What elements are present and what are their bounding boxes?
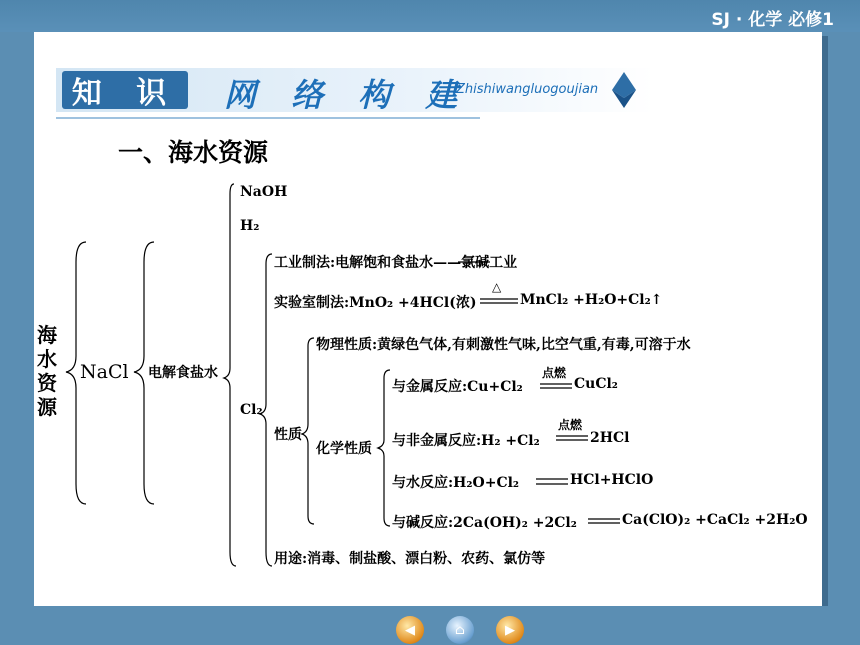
uses-node: 用途:消毒、制盐酸、漂白粉、农药、氯仿等 — [274, 551, 546, 567]
lab-method-right: MnCl₂ +H₂O+Cl₂↑ — [520, 292, 663, 308]
banner-title: 网 络 构 建 — [224, 76, 470, 114]
reaction-metal-left: 与金属反应:Cu+Cl₂ — [392, 379, 523, 395]
next-button[interactable] — [496, 616, 524, 644]
home-icon: ⌂ — [455, 622, 465, 638]
badge-label: 知 识 — [71, 76, 179, 111]
prev-icon: ◀ — [405, 622, 415, 638]
lab-method-left: 实验室制法:MnO₂ +4HCl(浓) — [274, 295, 477, 311]
next-icon: ▶ — [505, 622, 515, 638]
section-title: 一、海水资源 — [118, 138, 269, 167]
root-char: 资 — [37, 371, 57, 395]
nacl-node: NaCl — [80, 361, 129, 383]
industrial-method: 工业制法:电解饱和食盐水——氯碱工业 — [274, 255, 518, 271]
reaction-water-left: 与水反应:H₂O+Cl₂ — [392, 475, 520, 491]
banner-pinyin: Zhishiwangluogoujian — [456, 82, 599, 97]
course-label: SJ · 化学 必修1 — [711, 10, 834, 30]
reaction-base-right: Ca(ClO)₂ +CaCl₂ +2H₂O — [622, 512, 808, 528]
lab-heat-condition: △ — [492, 280, 502, 294]
root-vertical-label — [36, 323, 58, 419]
reaction-nonmetal-right: 2HCl — [590, 430, 630, 446]
prev-button[interactable] — [396, 616, 424, 644]
cl2-node: Cl₂ — [240, 402, 263, 418]
reaction-base-left: 与碱反应:2Ca(OH)₂ +2Cl₂ — [392, 515, 577, 531]
property-node: 性质 — [274, 427, 302, 443]
reaction-metal-right: CuCl₂ — [574, 376, 618, 392]
h2-node: H₂ — [240, 218, 260, 234]
reaction-metal-condition: 点燃 — [542, 366, 567, 380]
reaction-nonmetal-left: 与非金属反应:H₂ +Cl₂ — [392, 433, 540, 449]
root-char: 源 — [37, 395, 57, 419]
electrolysis-node: 电解食盐水 — [148, 365, 218, 381]
chemical-property: 化学性质 — [316, 441, 372, 457]
reaction-nonmetal-condition: 点燃 — [558, 418, 583, 432]
root-char: 海 — [37, 323, 57, 347]
root-char: 水 — [37, 347, 57, 371]
home-button[interactable] — [446, 616, 474, 644]
reaction-water-right: HCl+HClO — [570, 472, 654, 488]
physical-property: 物理性质:黄绿色气体,有刺激性气味,比空气重,有毒,可溶于水 — [316, 337, 691, 353]
naoh-node: NaOH — [240, 184, 288, 200]
